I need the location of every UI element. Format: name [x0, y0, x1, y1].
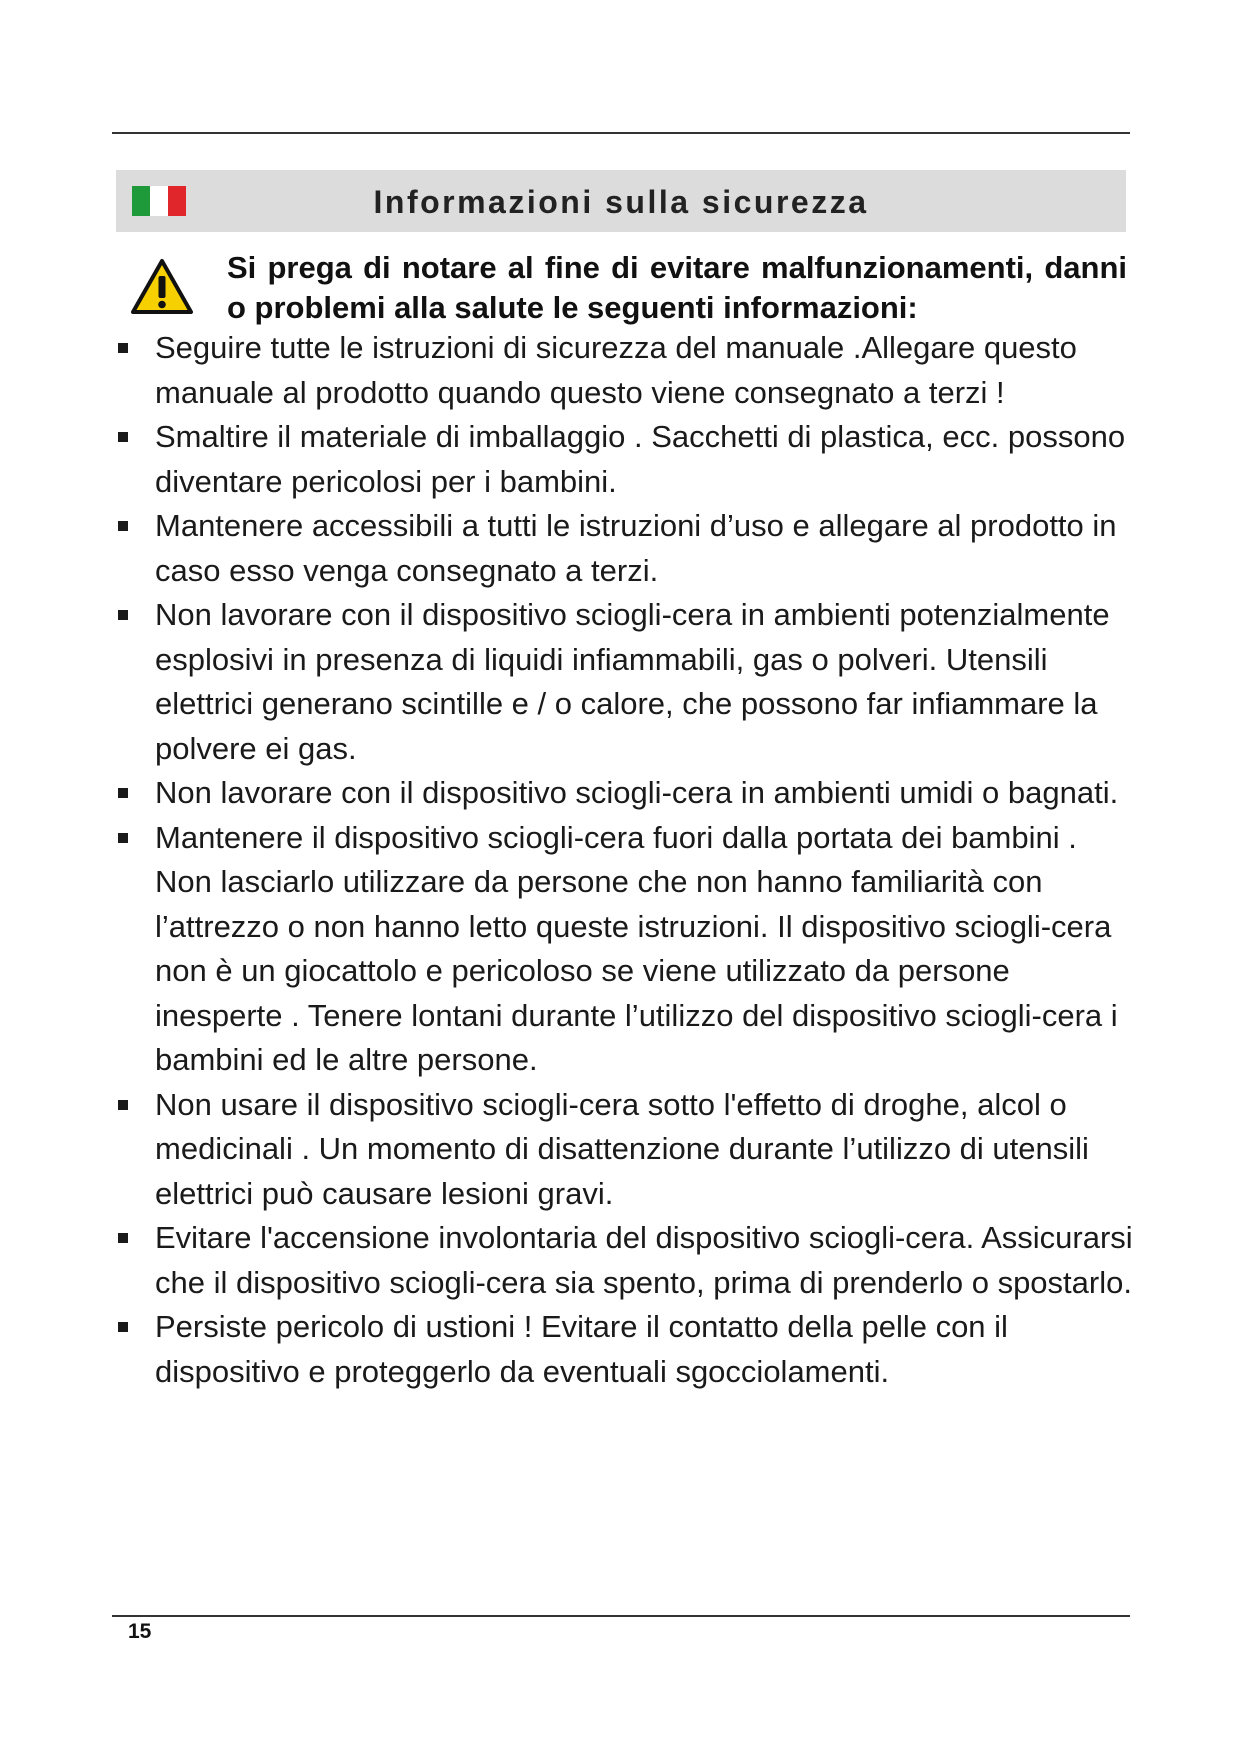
page-number: 15	[128, 1620, 152, 1643]
list-item	[116, 593, 1136, 771]
bullet-icon	[118, 1233, 128, 1243]
warning-notice	[116, 240, 1128, 330]
list-item-text: Non lavorare con il dispositivo sciogli-cera in ambienti potenzialmente esplosivi in presenza di liquidi infiammabili, gas o polveri. Utensili elettrici generano scintille e / o calore, che possono far infiammare la polvere ei gas.	[155, 597, 1110, 766]
list-item	[116, 1216, 1136, 1305]
list-item-text: Evitare l'accensione involontaria del dispositivo sciogli-cera. Assicurarsi che il dispositivo sciogli-cera sia spento, prima di prenderlo o spostarlo.	[155, 1220, 1133, 1300]
bottom-rule	[112, 1615, 1130, 1617]
list-item	[116, 1083, 1136, 1217]
safety-list	[116, 326, 1136, 1394]
list-item-text: Mantenere il dispositivo sciogli-cera fuori dalla portata dei bambini . Non lasciarlo utilizzare da persone che non hanno familiarità con l’attrezzo o non hanno letto queste istruzioni. Il dispositivo sciogli-cera non è un giocattolo e pericoloso se viene utilizzato da persone inesperte . Tenere lontani durante l’utilizzo del dispositivo sciogli-cera i bambini ed le altre persone.	[155, 819, 1118, 1077]
list-item	[116, 1305, 1136, 1394]
bullet-icon	[118, 343, 128, 353]
list-item	[116, 816, 1136, 1083]
bullet-icon	[118, 833, 128, 843]
top-rule	[112, 132, 1130, 134]
list-item-text: Non lavorare con il dispositivo sciogli-cera in ambienti umidi o bagnati.	[155, 775, 1119, 810]
bullet-icon	[118, 610, 128, 620]
list-item	[116, 415, 1136, 504]
bullet-icon	[118, 788, 128, 798]
list-item-text: Seguire tutte le istruzioni di sicurezza del manuale .Allegare questo manuale al prodotto quando questo viene consegnato a terzi !	[155, 330, 1077, 410]
warning-text: Si prega di notare al fine di evitare malfunzionamenti, danni o problemi alla salute le seguenti informazioni:	[227, 250, 1127, 325]
bullet-icon	[118, 432, 128, 442]
list-item	[116, 771, 1136, 816]
bullet-icon	[118, 1322, 128, 1332]
bullet-icon	[118, 1100, 128, 1110]
warning-triangle-icon	[130, 258, 194, 316]
list-item	[116, 326, 1136, 415]
list-item-text: Persiste pericolo di ustioni ! Evitare il contatto della pelle con il dispositivo e proteggerlo da eventuali sgocciolamenti.	[155, 1309, 1008, 1389]
section-header	[116, 170, 1126, 232]
section-title: Informazioni sulla sicurezza	[373, 184, 869, 220]
list-item-text: Non usare il dispositivo sciogli-cera sotto l'effetto di droghe, alcol o medicinali . Un momento di disattenzione durante l’utilizzo di utensili elettrici può causare lesioni gravi.	[155, 1086, 1089, 1211]
bullet-icon	[118, 521, 128, 531]
list-item-text: Smaltire il materiale di imballaggio . Sacchetti di plastica, ecc. possono diventare pericolosi per i bambini.	[155, 419, 1126, 499]
list-item	[116, 504, 1136, 593]
list-item-text: Mantenere accessibili a tutti le istruzioni d’uso e allegare al prodotto in caso esso venga consegnato a terzi.	[155, 508, 1117, 588]
